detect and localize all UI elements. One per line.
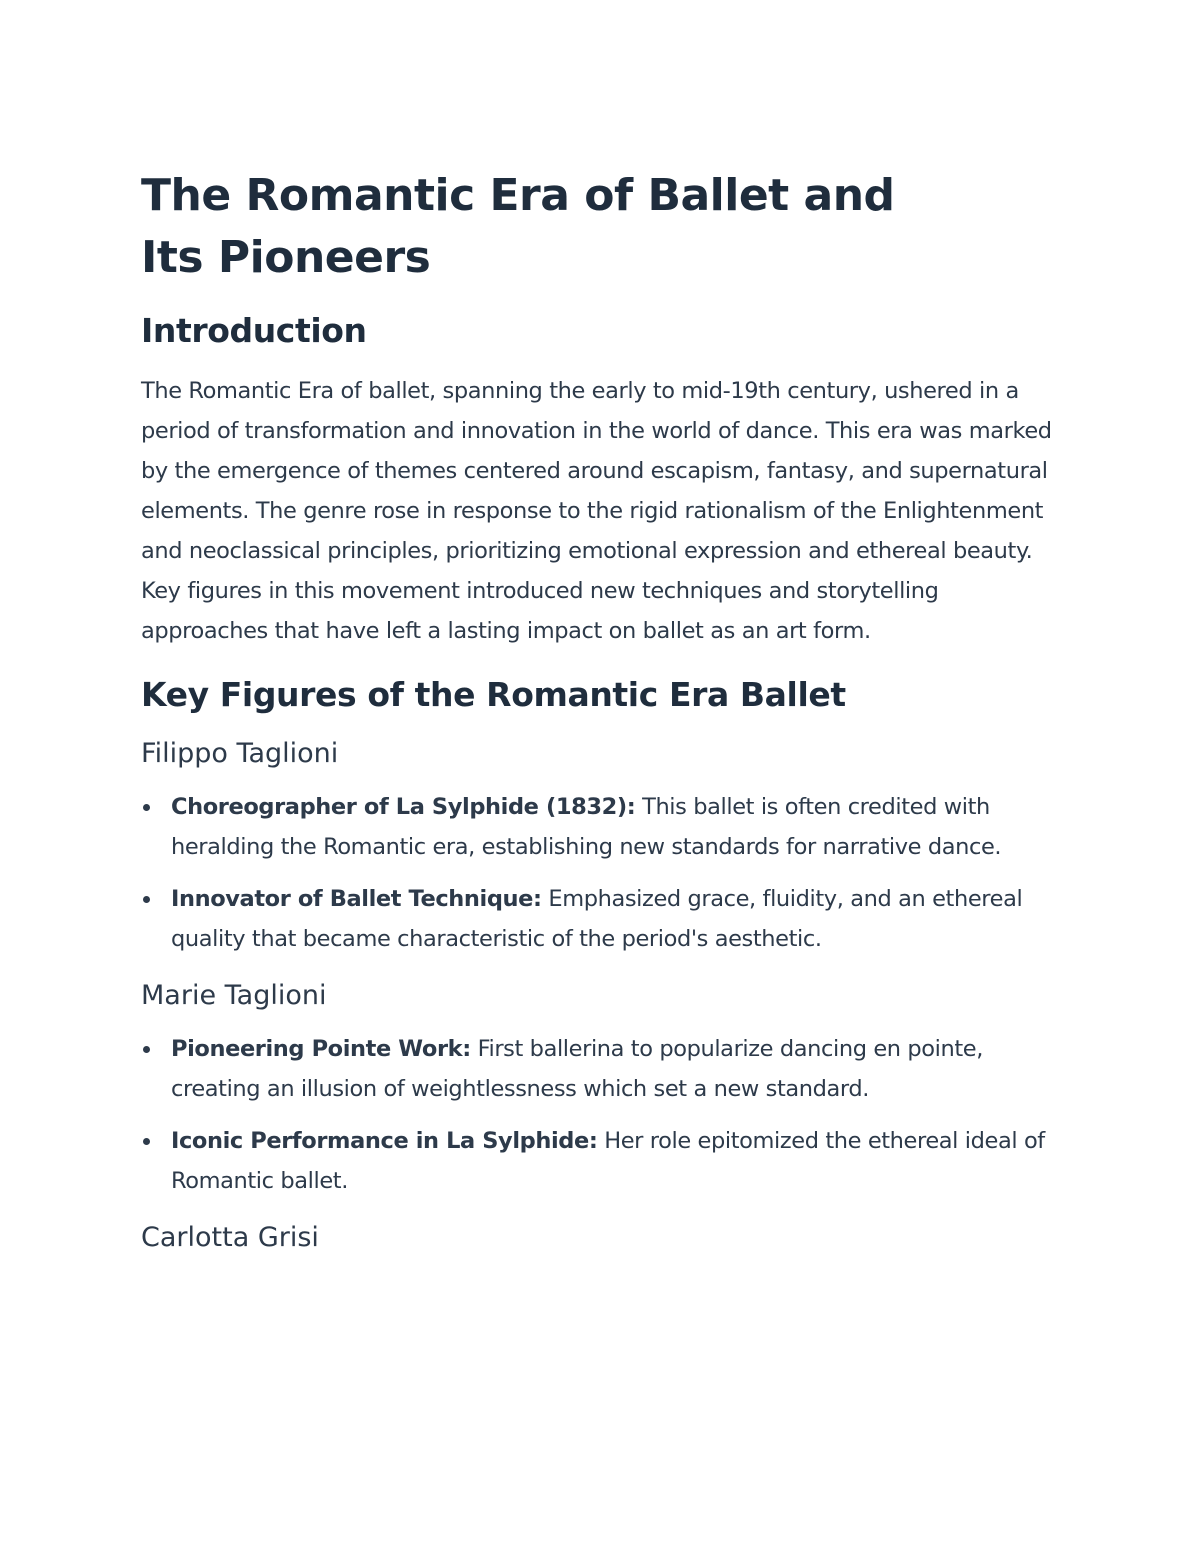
introduction-section bbox=[141, 309, 1060, 651]
figure-list-marie-taglioni bbox=[141, 1029, 1060, 1201]
list-item-text: Emphasized grace, fluidity, and an ethereal quality that became characteristic of the period's aesthetic. bbox=[171, 886, 1023, 952]
bullet-icon bbox=[143, 896, 150, 903]
list-item bbox=[141, 1029, 1060, 1109]
figure-name-filippo-taglioni: Filippo Taglioni bbox=[141, 738, 339, 769]
figure-name-marie-taglioni: Marie Taglioni bbox=[141, 980, 327, 1011]
bullet-icon bbox=[143, 804, 150, 811]
list-item-text: Her role epitomized the ethereal ideal of Romantic ballet. bbox=[171, 1128, 1045, 1194]
document-title: The Romantic Era of Ballet and Its Pioneers bbox=[141, 170, 895, 283]
introduction-heading: Introduction bbox=[141, 311, 367, 350]
list-item-label: Choreographer of La Sylphide (1832): bbox=[171, 794, 636, 820]
bullet-icon bbox=[143, 1046, 150, 1053]
figure-list-filippo-taglioni bbox=[141, 787, 1060, 959]
list-item-label: Iconic Performance in La Sylphide: bbox=[171, 1128, 598, 1154]
list-item bbox=[141, 787, 1060, 867]
key-figures-heading: Key Figures of the Romantic Era Ballet bbox=[141, 675, 846, 714]
list-item bbox=[141, 1121, 1060, 1201]
list-item-label: Innovator of Ballet Technique: bbox=[171, 886, 542, 912]
list-item-label: Pioneering Pointe Work: bbox=[171, 1036, 471, 1062]
list-item bbox=[141, 879, 1060, 959]
introduction-paragraph: The Romantic Era of ballet, spanning the early to mid-19th century, ushered in a period of transformation and innovation in the world of dance. This era was marked by the emergence of themes centered around escapism, fantasy, and supernatural elements. The genre rose in response to the rigid rationalism of the Enlightenment and neoclassical principles, prioritizing emotional expression and ethereal beauty. Key figures in this movement introduced new techniques and storytelling approaches that have left a lasting impact on ballet as an art form. bbox=[141, 378, 1052, 644]
figure-name-carlotta-grisi: Carlotta Grisi bbox=[141, 1222, 319, 1253]
list-item-text: First ballerina to popularize dancing en pointe, creating an illusion of weightlessness which set a new standard. bbox=[171, 1036, 983, 1102]
key-figures-section bbox=[141, 673, 1060, 1257]
bullet-icon bbox=[143, 1138, 150, 1145]
list-item-text: This ballet is often credited with heralding the Romantic era, establishing new standards for narrative dance. bbox=[171, 794, 1002, 860]
